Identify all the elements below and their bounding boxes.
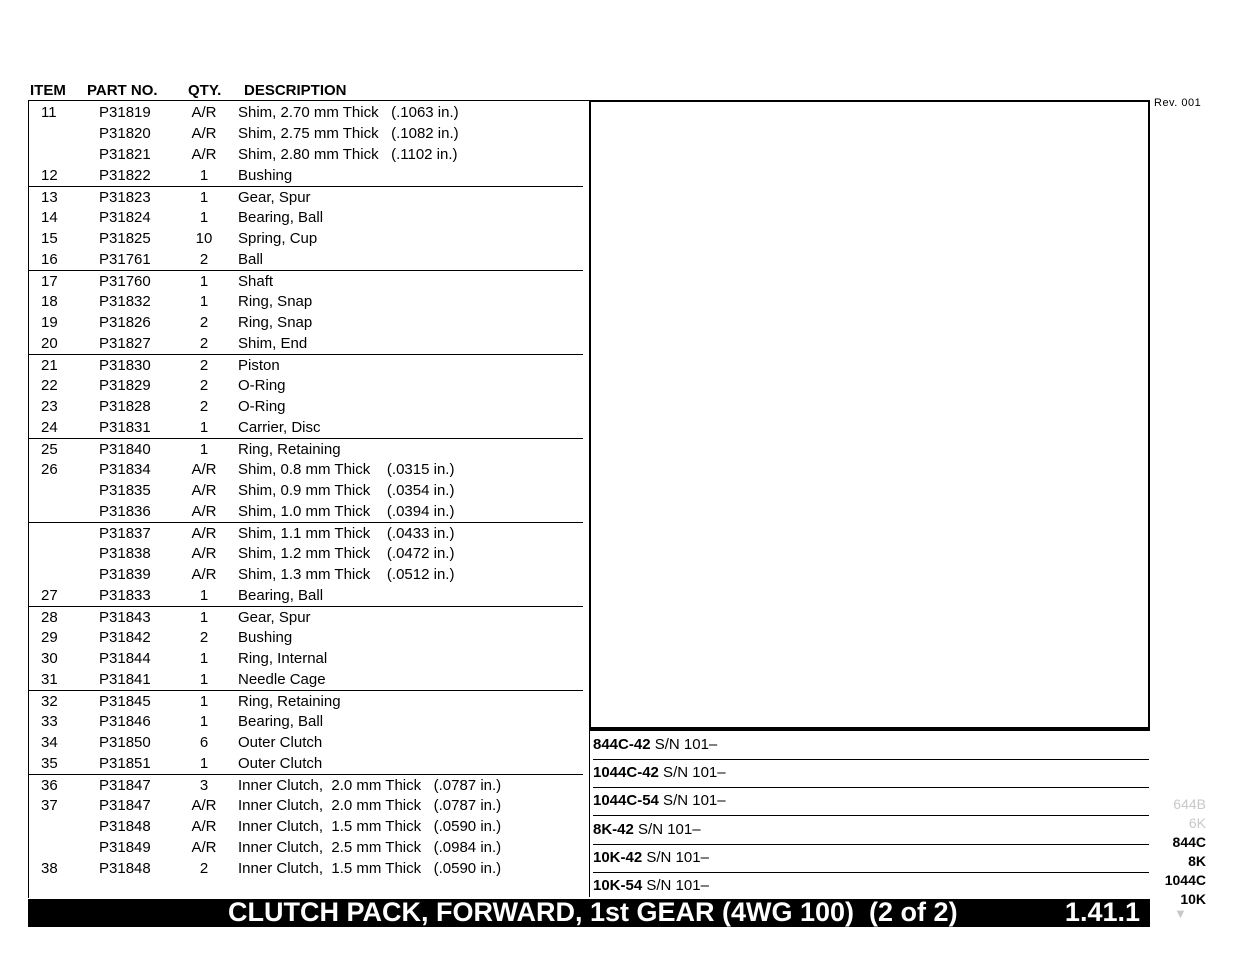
description: Ring, Retaining (238, 441, 341, 458)
description: Ring, Retaining (238, 693, 341, 710)
quantity: 1 (199, 587, 209, 604)
description: Shim, 2.70 mm Thick (.1063 in.) (238, 104, 459, 121)
description: Carrier, Disc (238, 419, 321, 436)
quantity: 10 (195, 230, 213, 247)
description: Gear, Spur (238, 189, 311, 206)
part-number: P31833 (99, 587, 151, 604)
serial-model: 1044C-42 (593, 764, 659, 781)
table-row (29, 312, 583, 333)
serial-number: S/N 101– (633, 821, 701, 838)
quantity: 2 (199, 377, 209, 394)
item-number: 25 (41, 441, 58, 458)
serial-row (593, 759, 1149, 788)
parts-table (28, 100, 590, 898)
description: Bearing, Ball (238, 713, 324, 730)
quantity: 1 (199, 209, 209, 226)
item-number: 17 (41, 273, 58, 290)
serial-row (593, 844, 1149, 873)
description: Shim, 1.1 mm Thick (.0433 in.) (238, 525, 455, 542)
table-row (29, 522, 583, 544)
table-row (29, 543, 583, 564)
part-number: P31828 (99, 398, 151, 415)
quantity: A/R (191, 839, 217, 856)
description: Inner Clutch, 1.5 mm Thick (.0590 in.) (238, 860, 502, 877)
serial-row (593, 816, 1149, 845)
part-number: P31831 (99, 419, 151, 436)
part-number: P31840 (99, 441, 151, 458)
item-number: 35 (41, 755, 58, 772)
quantity: 2 (199, 629, 209, 646)
quantity: A/R (191, 104, 217, 121)
table-row (29, 564, 583, 585)
quantity: 1 (199, 650, 209, 667)
table-row (29, 375, 583, 396)
part-number: P31826 (99, 314, 151, 331)
item-number: 34 (41, 734, 58, 751)
quantity: 1 (199, 167, 209, 184)
serial-number-list (589, 729, 1150, 897)
quantity: A/R (191, 566, 217, 583)
description: O-Ring (238, 377, 286, 394)
quantity: 1 (199, 609, 209, 626)
side-model-844c[interactable]: 844C (1172, 834, 1206, 850)
serial-model: 10K-42 (593, 849, 643, 866)
item-number: 21 (41, 357, 58, 374)
part-number: P31836 (99, 503, 151, 520)
part-number: P31832 (99, 293, 151, 310)
item-number: 14 (41, 209, 58, 226)
description: Gear, Spur (238, 609, 311, 626)
description: Bearing, Ball (238, 209, 324, 226)
quantity: 2 (199, 860, 209, 877)
description: Ring, Snap (238, 314, 313, 331)
serial-row (593, 731, 1149, 760)
table-row (29, 606, 583, 628)
part-number: P31843 (99, 609, 151, 626)
quantity: A/R (191, 461, 217, 478)
table-row (29, 732, 583, 753)
revision-label: Rev. 001 (1154, 97, 1202, 109)
description: Shim, 2.80 mm Thick (.1102 in.) (238, 146, 458, 163)
description: Shim, 1.3 mm Thick (.0512 in.) (238, 566, 455, 583)
serial-number: S/N 101– (642, 877, 709, 894)
quantity: 1 (199, 671, 209, 688)
part-number: P31829 (99, 377, 151, 394)
quantity: 1 (199, 713, 209, 730)
part-number: P31849 (99, 839, 151, 856)
item-number: 11 (41, 104, 57, 121)
column-header-part-no: PART NO. (87, 82, 158, 99)
side-model-644b[interactable]: 644B (1173, 796, 1206, 812)
serial-number: S/N 101– (658, 792, 726, 809)
table-row (29, 648, 583, 669)
item-number: 27 (41, 587, 58, 604)
item-number: 29 (41, 629, 58, 646)
serial-model: 1044C-54 (593, 792, 659, 809)
item-number: 20 (41, 335, 58, 352)
serial-number: S/N 101– (658, 764, 726, 781)
quantity: 1 (199, 419, 209, 436)
column-header-qty: QTY. (188, 82, 222, 99)
table-row (29, 165, 583, 186)
part-number: P31821 (99, 146, 151, 163)
table-row (29, 501, 583, 522)
table-row (29, 753, 583, 774)
quantity: 2 (199, 335, 209, 352)
description: Bearing, Ball (238, 587, 324, 604)
quantity: A/R (191, 525, 217, 542)
quantity: A/R (191, 545, 217, 562)
description: Ring, Snap (238, 293, 313, 310)
description: Shim, 1.2 mm Thick (.0472 in.) (238, 545, 455, 562)
table-row (29, 249, 583, 270)
description: Inner Clutch, 2.0 mm Thick (.0787 in.) (238, 777, 502, 794)
part-number: P31761 (99, 251, 151, 268)
table-row (29, 816, 583, 837)
serial-number: S/N 101– (642, 849, 709, 866)
part-number: P31848 (99, 860, 151, 877)
description: Inner Clutch, 1.5 mm Thick (.0590 in.) (238, 818, 502, 835)
description: Ring, Internal (238, 650, 328, 667)
item-number: 30 (41, 650, 58, 667)
column-header-description: DESCRIPTION (244, 82, 347, 99)
item-number: 13 (41, 189, 58, 206)
part-number: P31837 (99, 525, 151, 542)
table-row (29, 354, 583, 376)
part-number: P31824 (99, 209, 151, 226)
quantity: A/R (191, 503, 217, 520)
description: Shim, End (238, 335, 308, 352)
description: Ball (238, 251, 264, 268)
column-header-item: ITEM (30, 82, 66, 99)
quantity: 2 (199, 398, 209, 415)
table-row (29, 144, 583, 165)
part-number: P31841 (99, 671, 151, 688)
part-number: P31835 (99, 482, 151, 499)
description: Outer Clutch (238, 734, 323, 751)
item-number: 24 (41, 419, 58, 436)
description: Bushing (238, 167, 293, 184)
part-number: P31839 (99, 566, 151, 583)
part-number: P31823 (99, 189, 151, 206)
part-number: P31850 (99, 734, 151, 751)
item-number: 22 (41, 377, 58, 394)
side-model-6k[interactable]: 6K (1188, 815, 1206, 831)
table-row (29, 333, 583, 354)
part-number: P31846 (99, 713, 151, 730)
quantity: 6 (199, 734, 209, 751)
quantity: 2 (199, 314, 209, 331)
description: Shim, 2.75 mm Thick (.1082 in.) (238, 125, 459, 142)
item-number: 31 (41, 671, 58, 688)
table-row (29, 207, 583, 228)
description: Inner Clutch, 2.5 mm Thick (.0984 in.) (238, 839, 502, 856)
quantity: 1 (199, 755, 209, 772)
item-number: 18 (41, 293, 58, 310)
part-number: P31838 (99, 545, 151, 562)
description: Inner Clutch, 2.0 mm Thick (.0787 in.) (238, 797, 502, 814)
side-model-8k[interactable]: 8K (1188, 853, 1206, 869)
table-row (29, 270, 583, 292)
table-row (29, 123, 583, 144)
description: Shim, 0.8 mm Thick (.0315 in.) (238, 461, 455, 478)
table-row (29, 795, 583, 816)
item-number: 23 (41, 398, 58, 415)
item-number: 19 (41, 314, 58, 331)
part-number: P31819 (99, 104, 151, 121)
description: Bushing (238, 629, 293, 646)
part-number: P31847 (99, 777, 151, 794)
part-number: P31830 (99, 357, 151, 374)
table-row (29, 837, 583, 858)
table-row (29, 417, 583, 438)
quantity: 1 (199, 273, 209, 290)
item-number: 38 (41, 860, 58, 877)
side-model-10k[interactable]: 10K (1180, 891, 1206, 907)
serial-model: 844C-42 (593, 736, 651, 753)
table-row (29, 459, 583, 480)
part-number: P31851 (99, 755, 151, 772)
description: Spring, Cup (238, 230, 318, 247)
item-number: 36 (41, 777, 58, 794)
quantity: 1 (199, 189, 209, 206)
quantity: A/R (191, 125, 217, 142)
table-row (29, 396, 583, 417)
item-number: 12 (41, 167, 58, 184)
item-number: 26 (41, 461, 58, 478)
item-number: 37 (41, 797, 58, 814)
table-row (29, 480, 583, 501)
serial-model: 8K-42 (593, 821, 634, 838)
part-number: P31827 (99, 335, 151, 352)
part-number: P31820 (99, 125, 151, 142)
table-row (29, 438, 583, 460)
serial-row (593, 787, 1149, 816)
table-row (29, 690, 583, 712)
description: Needle Cage (238, 671, 326, 688)
quantity: 1 (199, 693, 209, 710)
page-title: CLUTCH PACK, FORWARD, 1st GEAR (4WG 100) (2 of 2) (228, 897, 958, 927)
part-number: P31845 (99, 693, 151, 710)
quantity: 1 (199, 293, 209, 310)
serial-model: 10K-54 (593, 877, 643, 894)
illustration-area (589, 100, 1150, 729)
part-number: P31847 (99, 797, 151, 814)
table-row (29, 585, 583, 606)
part-number: P31834 (99, 461, 151, 478)
quantity: A/R (191, 797, 217, 814)
table-row (29, 228, 583, 249)
part-number: P31825 (99, 230, 151, 247)
description: Shim, 1.0 mm Thick (.0394 in.) (238, 503, 455, 520)
table-row (29, 627, 583, 648)
part-number: P31760 (99, 273, 151, 290)
serial-number: S/N 101– (650, 736, 718, 753)
item-number: 16 (41, 251, 58, 268)
item-number: 33 (41, 713, 58, 730)
table-row (29, 102, 583, 123)
part-number: P31848 (99, 818, 151, 835)
quantity: 3 (199, 777, 209, 794)
description: Shaft (238, 273, 274, 290)
table-row (29, 669, 583, 690)
item-number: 28 (41, 609, 58, 626)
quantity: 1 (199, 441, 209, 458)
table-row (29, 858, 583, 879)
description: Shim, 0.9 mm Thick (.0354 in.) (238, 482, 455, 499)
table-row (29, 774, 583, 796)
quantity: 2 (199, 357, 209, 374)
table-row (29, 186, 583, 208)
quantity: A/R (191, 482, 217, 499)
description: Outer Clutch (238, 755, 323, 772)
down-arrow-icon: ▼ (1174, 906, 1187, 921)
part-number: P31822 (99, 167, 151, 184)
table-row (29, 711, 583, 732)
quantity: A/R (191, 146, 217, 163)
description: Piston (238, 357, 280, 374)
title-bar (28, 899, 1150, 927)
part-number: P31842 (99, 629, 151, 646)
section-number: 1.41.1 (1064, 897, 1140, 927)
part-number: P31844 (99, 650, 151, 667)
description: O-Ring (238, 398, 286, 415)
table-row (29, 291, 583, 312)
item-number: 32 (41, 693, 58, 710)
quantity: A/R (191, 818, 217, 835)
item-number: 15 (41, 230, 58, 247)
quantity: 2 (199, 251, 209, 268)
side-model-1044c[interactable]: 1044C (1164, 872, 1206, 888)
